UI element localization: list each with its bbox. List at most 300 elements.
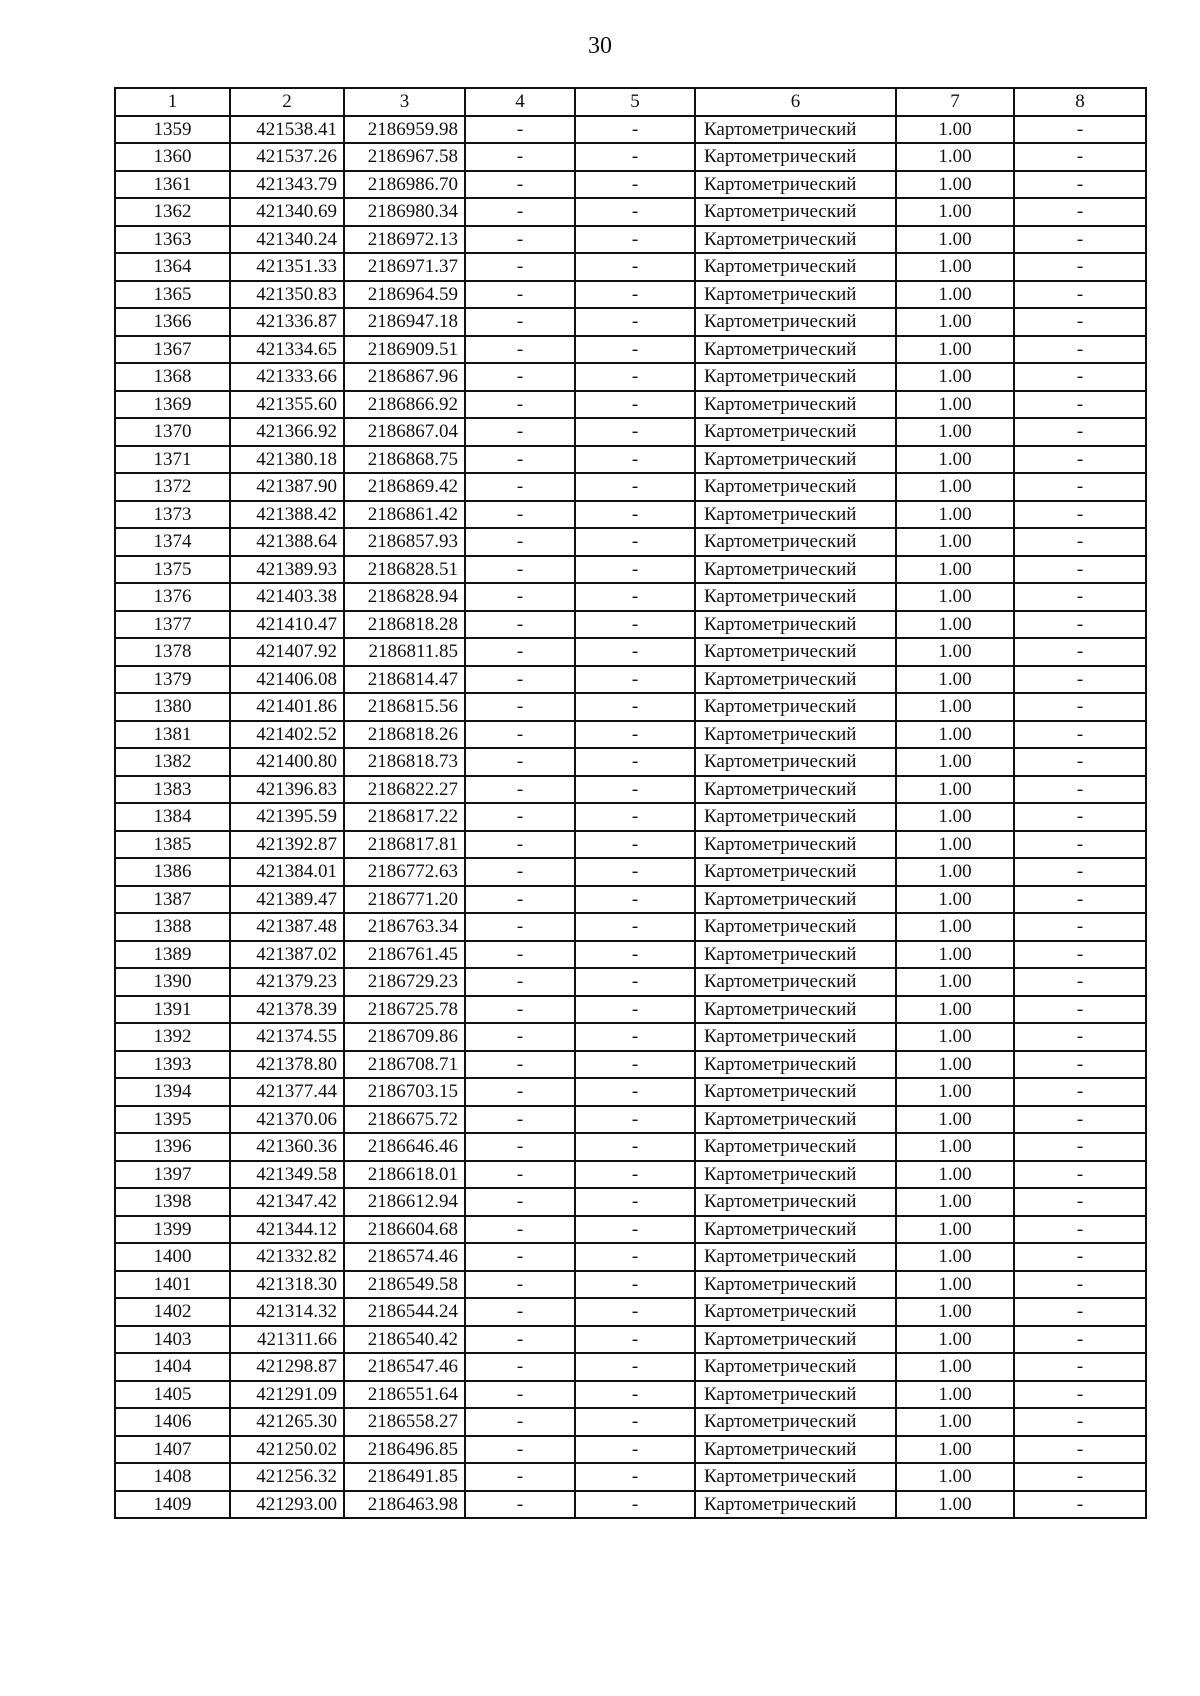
- point-number-cell: 1399: [115, 1216, 230, 1244]
- col-5-value-cell: -: [575, 1271, 695, 1299]
- accuracy-cell: 1.00: [896, 638, 1014, 666]
- col-8-value-cell: -: [1014, 528, 1146, 556]
- x-coordinate-cell: 421380.18: [230, 446, 344, 474]
- col-4-value-cell: -: [465, 996, 575, 1024]
- x-coordinate-cell: 421400.80: [230, 748, 344, 776]
- table-row: [115, 638, 1146, 666]
- col-4-value-cell: -: [465, 1051, 575, 1079]
- y-coordinate-cell: 2186646.46: [344, 1133, 465, 1161]
- method-cell: Картометрический: [695, 116, 896, 144]
- col-5-value-cell: -: [575, 116, 695, 144]
- x-coordinate-cell: 421265.30: [230, 1408, 344, 1436]
- method-cell: Картометрический: [695, 1161, 896, 1189]
- table-row: [115, 528, 1146, 556]
- accuracy-cell: 1.00: [896, 858, 1014, 886]
- y-coordinate-cell: 2186551.64: [344, 1381, 465, 1409]
- column-header-4: 4: [465, 88, 575, 116]
- col-4-value-cell: -: [465, 583, 575, 611]
- col-8-value-cell: -: [1014, 1133, 1146, 1161]
- method-cell: Картометрический: [695, 143, 896, 171]
- col-4-value-cell: -: [465, 666, 575, 694]
- accuracy-cell: 1.00: [896, 446, 1014, 474]
- x-coordinate-cell: 421291.09: [230, 1381, 344, 1409]
- method-cell: Картометрический: [695, 693, 896, 721]
- table-row: [115, 1298, 1146, 1326]
- method-cell: Картометрический: [695, 363, 896, 391]
- column-header-7: 7: [896, 88, 1014, 116]
- point-number-cell: 1363: [115, 226, 230, 254]
- accuracy-cell: 1.00: [896, 1243, 1014, 1271]
- method-cell: Картометрический: [695, 1463, 896, 1491]
- col-5-value-cell: -: [575, 171, 695, 199]
- table-row: [115, 693, 1146, 721]
- table-row: [115, 831, 1146, 859]
- col-5-value-cell: -: [575, 198, 695, 226]
- accuracy-cell: 1.00: [896, 1353, 1014, 1381]
- point-number-cell: 1389: [115, 941, 230, 969]
- accuracy-cell: 1.00: [896, 666, 1014, 694]
- col-5-value-cell: -: [575, 1353, 695, 1381]
- point-number-cell: 1407: [115, 1436, 230, 1464]
- x-coordinate-cell: 421374.55: [230, 1023, 344, 1051]
- accuracy-cell: 1.00: [896, 308, 1014, 336]
- col-4-value-cell: -: [465, 776, 575, 804]
- y-coordinate-cell: 2186980.34: [344, 198, 465, 226]
- y-coordinate-cell: 2186709.86: [344, 1023, 465, 1051]
- accuracy-cell: 1.00: [896, 1133, 1014, 1161]
- col-4-value-cell: -: [465, 611, 575, 639]
- col-4-value-cell: -: [465, 501, 575, 529]
- accuracy-cell: 1.00: [896, 418, 1014, 446]
- accuracy-cell: 1.00: [896, 116, 1014, 144]
- x-coordinate-cell: 421332.82: [230, 1243, 344, 1271]
- accuracy-cell: 1.00: [896, 693, 1014, 721]
- col-4-value-cell: -: [465, 253, 575, 281]
- col-4-value-cell: -: [465, 1161, 575, 1189]
- y-coordinate-cell: 2186967.58: [344, 143, 465, 171]
- col-4-value-cell: -: [465, 941, 575, 969]
- col-5-value-cell: -: [575, 1463, 695, 1491]
- col-5-value-cell: -: [575, 941, 695, 969]
- method-cell: Картометрический: [695, 171, 896, 199]
- table-row: [115, 418, 1146, 446]
- method-cell: Картометрический: [695, 913, 896, 941]
- x-coordinate-cell: 421370.06: [230, 1106, 344, 1134]
- y-coordinate-cell: 2186549.58: [344, 1271, 465, 1299]
- point-number-cell: 1360: [115, 143, 230, 171]
- col-5-value-cell: -: [575, 308, 695, 336]
- accuracy-cell: 1.00: [896, 1216, 1014, 1244]
- x-coordinate-cell: 421378.39: [230, 996, 344, 1024]
- method-cell: Картометрический: [695, 1106, 896, 1134]
- table-row: [115, 583, 1146, 611]
- table-row: [115, 198, 1146, 226]
- col-4-value-cell: -: [465, 143, 575, 171]
- col-8-value-cell: -: [1014, 336, 1146, 364]
- column-header-5: 5: [575, 88, 695, 116]
- table-row: [115, 1216, 1146, 1244]
- y-coordinate-cell: 2186544.24: [344, 1298, 465, 1326]
- col-4-value-cell: -: [465, 226, 575, 254]
- x-coordinate-cell: 421366.92: [230, 418, 344, 446]
- col-4-value-cell: -: [465, 1491, 575, 1519]
- col-4-value-cell: -: [465, 748, 575, 776]
- y-coordinate-cell: 2186612.94: [344, 1188, 465, 1216]
- col-5-value-cell: -: [575, 226, 695, 254]
- x-coordinate-cell: 421314.32: [230, 1298, 344, 1326]
- accuracy-cell: 1.00: [896, 473, 1014, 501]
- col-8-value-cell: -: [1014, 1491, 1146, 1519]
- x-coordinate-cell: 421378.80: [230, 1051, 344, 1079]
- y-coordinate-cell: 2186971.37: [344, 253, 465, 281]
- method-cell: Картометрический: [695, 1326, 896, 1354]
- point-number-cell: 1372: [115, 473, 230, 501]
- accuracy-cell: 1.00: [896, 528, 1014, 556]
- col-5-value-cell: -: [575, 968, 695, 996]
- table-row: [115, 446, 1146, 474]
- table-row: [115, 391, 1146, 419]
- y-coordinate-cell: 2186857.93: [344, 528, 465, 556]
- x-coordinate-cell: 421349.58: [230, 1161, 344, 1189]
- col-5-value-cell: -: [575, 446, 695, 474]
- col-4-value-cell: -: [465, 556, 575, 584]
- y-coordinate-cell: 2186708.71: [344, 1051, 465, 1079]
- col-4-value-cell: -: [465, 1243, 575, 1271]
- col-4-value-cell: -: [465, 693, 575, 721]
- table-row: [115, 1051, 1146, 1079]
- point-number-cell: 1398: [115, 1188, 230, 1216]
- col-8-value-cell: -: [1014, 721, 1146, 749]
- point-number-cell: 1362: [115, 198, 230, 226]
- point-number-cell: 1364: [115, 253, 230, 281]
- point-number-cell: 1371: [115, 446, 230, 474]
- col-4-value-cell: -: [465, 1216, 575, 1244]
- point-number-cell: 1400: [115, 1243, 230, 1271]
- col-4-value-cell: -: [465, 391, 575, 419]
- point-number-cell: 1383: [115, 776, 230, 804]
- table-row: [115, 1353, 1146, 1381]
- col-8-value-cell: -: [1014, 1078, 1146, 1106]
- col-8-value-cell: -: [1014, 1188, 1146, 1216]
- col-4-value-cell: -: [465, 1381, 575, 1409]
- method-cell: Картометрический: [695, 1491, 896, 1519]
- accuracy-cell: 1.00: [896, 253, 1014, 281]
- x-coordinate-cell: 421351.33: [230, 253, 344, 281]
- x-coordinate-cell: 421538.41: [230, 116, 344, 144]
- point-number-cell: 1405: [115, 1381, 230, 1409]
- col-8-value-cell: -: [1014, 1243, 1146, 1271]
- col-8-value-cell: -: [1014, 116, 1146, 144]
- accuracy-cell: 1.00: [896, 831, 1014, 859]
- y-coordinate-cell: 2186815.56: [344, 693, 465, 721]
- table-row: [115, 556, 1146, 584]
- col-4-value-cell: -: [465, 1188, 575, 1216]
- y-coordinate-cell: 2186491.85: [344, 1463, 465, 1491]
- method-cell: Картометрический: [695, 1271, 896, 1299]
- method-cell: Картометрический: [695, 1051, 896, 1079]
- y-coordinate-cell: 2186540.42: [344, 1326, 465, 1354]
- x-coordinate-cell: 421389.93: [230, 556, 344, 584]
- col-5-value-cell: -: [575, 556, 695, 584]
- col-5-value-cell: -: [575, 666, 695, 694]
- col-8-value-cell: -: [1014, 748, 1146, 776]
- x-coordinate-cell: 421336.87: [230, 308, 344, 336]
- col-5-value-cell: -: [575, 611, 695, 639]
- y-coordinate-cell: 2186703.15: [344, 1078, 465, 1106]
- method-cell: Картометрический: [695, 611, 896, 639]
- col-4-value-cell: -: [465, 858, 575, 886]
- y-coordinate-cell: 2186818.26: [344, 721, 465, 749]
- point-number-cell: 1384: [115, 803, 230, 831]
- table-row: [115, 968, 1146, 996]
- col-5-value-cell: -: [575, 913, 695, 941]
- col-4-value-cell: -: [465, 721, 575, 749]
- table-row: [115, 941, 1146, 969]
- y-coordinate-cell: 2186772.63: [344, 858, 465, 886]
- y-coordinate-cell: 2186861.42: [344, 501, 465, 529]
- accuracy-cell: 1.00: [896, 1436, 1014, 1464]
- accuracy-cell: 1.00: [896, 281, 1014, 309]
- accuracy-cell: 1.00: [896, 776, 1014, 804]
- col-8-value-cell: -: [1014, 226, 1146, 254]
- point-number-cell: 1370: [115, 418, 230, 446]
- accuracy-cell: 1.00: [896, 226, 1014, 254]
- col-4-value-cell: -: [465, 638, 575, 666]
- x-coordinate-cell: 421387.90: [230, 473, 344, 501]
- col-8-value-cell: -: [1014, 1436, 1146, 1464]
- x-coordinate-cell: 421343.79: [230, 171, 344, 199]
- accuracy-cell: 1.00: [896, 1161, 1014, 1189]
- col-4-value-cell: -: [465, 1408, 575, 1436]
- col-8-value-cell: -: [1014, 968, 1146, 996]
- y-coordinate-cell: 2186959.98: [344, 116, 465, 144]
- table-row: [115, 281, 1146, 309]
- x-coordinate-cell: 421377.44: [230, 1078, 344, 1106]
- col-8-value-cell: -: [1014, 1023, 1146, 1051]
- column-header-8: 8: [1014, 88, 1146, 116]
- accuracy-cell: 1.00: [896, 803, 1014, 831]
- table-row: [115, 226, 1146, 254]
- table-row: [115, 748, 1146, 776]
- point-number-cell: 1408: [115, 1463, 230, 1491]
- accuracy-cell: 1.00: [896, 556, 1014, 584]
- x-coordinate-cell: 421410.47: [230, 611, 344, 639]
- col-8-value-cell: -: [1014, 253, 1146, 281]
- col-8-value-cell: -: [1014, 1353, 1146, 1381]
- method-cell: Картометрический: [695, 308, 896, 336]
- method-cell: Картометрический: [695, 391, 896, 419]
- col-4-value-cell: -: [465, 336, 575, 364]
- col-8-value-cell: -: [1014, 198, 1146, 226]
- point-number-cell: 1377: [115, 611, 230, 639]
- column-header-3: 3: [344, 88, 465, 116]
- point-number-cell: 1374: [115, 528, 230, 556]
- y-coordinate-cell: 2186817.81: [344, 831, 465, 859]
- col-4-value-cell: -: [465, 473, 575, 501]
- y-coordinate-cell: 2186828.94: [344, 583, 465, 611]
- y-coordinate-cell: 2186866.92: [344, 391, 465, 419]
- point-number-cell: 1359: [115, 116, 230, 144]
- point-number-cell: 1378: [115, 638, 230, 666]
- method-cell: Картометрический: [695, 528, 896, 556]
- point-number-cell: 1380: [115, 693, 230, 721]
- method-cell: Картометрический: [695, 1243, 896, 1271]
- table-row: [115, 1188, 1146, 1216]
- accuracy-cell: 1.00: [896, 1188, 1014, 1216]
- table-row: [115, 473, 1146, 501]
- accuracy-cell: 1.00: [896, 611, 1014, 639]
- table-body: [115, 116, 1146, 1519]
- method-cell: Картометрический: [695, 1408, 896, 1436]
- col-5-value-cell: -: [575, 1408, 695, 1436]
- method-cell: Картометрический: [695, 803, 896, 831]
- col-4-value-cell: -: [465, 1326, 575, 1354]
- y-coordinate-cell: 2186463.98: [344, 1491, 465, 1519]
- col-8-value-cell: -: [1014, 1326, 1146, 1354]
- y-coordinate-cell: 2186867.96: [344, 363, 465, 391]
- method-cell: Картометрический: [695, 831, 896, 859]
- x-coordinate-cell: 421395.59: [230, 803, 344, 831]
- col-4-value-cell: -: [465, 1106, 575, 1134]
- col-8-value-cell: -: [1014, 281, 1146, 309]
- col-5-value-cell: -: [575, 1161, 695, 1189]
- col-5-value-cell: -: [575, 693, 695, 721]
- x-coordinate-cell: 421344.12: [230, 1216, 344, 1244]
- x-coordinate-cell: 421340.24: [230, 226, 344, 254]
- table-row: [115, 143, 1146, 171]
- col-8-value-cell: -: [1014, 556, 1146, 584]
- accuracy-cell: 1.00: [896, 1326, 1014, 1354]
- point-number-cell: 1366: [115, 308, 230, 336]
- col-8-value-cell: -: [1014, 473, 1146, 501]
- table-row: [115, 1133, 1146, 1161]
- coordinates-table: [114, 87, 1147, 1519]
- point-number-cell: 1361: [115, 171, 230, 199]
- y-coordinate-cell: 2186771.20: [344, 886, 465, 914]
- col-4-value-cell: -: [465, 1133, 575, 1161]
- x-coordinate-cell: 421537.26: [230, 143, 344, 171]
- method-cell: Картометрический: [695, 748, 896, 776]
- table-row: [115, 1463, 1146, 1491]
- y-coordinate-cell: 2186868.75: [344, 446, 465, 474]
- point-number-cell: 1382: [115, 748, 230, 776]
- x-coordinate-cell: 421350.83: [230, 281, 344, 309]
- point-number-cell: 1381: [115, 721, 230, 749]
- table-row: [115, 1023, 1146, 1051]
- x-coordinate-cell: 421392.87: [230, 831, 344, 859]
- col-8-value-cell: -: [1014, 1463, 1146, 1491]
- accuracy-cell: 1.00: [896, 1023, 1014, 1051]
- col-5-value-cell: -: [575, 473, 695, 501]
- method-cell: Картометрический: [695, 1298, 896, 1326]
- x-coordinate-cell: 421379.23: [230, 968, 344, 996]
- col-4-value-cell: -: [465, 1353, 575, 1381]
- y-coordinate-cell: 2186675.72: [344, 1106, 465, 1134]
- y-coordinate-cell: 2186814.47: [344, 666, 465, 694]
- x-coordinate-cell: 421388.64: [230, 528, 344, 556]
- y-coordinate-cell: 2186496.85: [344, 1436, 465, 1464]
- col-4-value-cell: -: [465, 308, 575, 336]
- table-row: [115, 803, 1146, 831]
- point-number-cell: 1365: [115, 281, 230, 309]
- col-8-value-cell: -: [1014, 1161, 1146, 1189]
- method-cell: Картометрический: [695, 226, 896, 254]
- col-8-value-cell: -: [1014, 666, 1146, 694]
- column-header-6: 6: [695, 88, 896, 116]
- col-8-value-cell: -: [1014, 611, 1146, 639]
- method-cell: Картометрический: [695, 556, 896, 584]
- method-cell: Картометрический: [695, 473, 896, 501]
- col-8-value-cell: -: [1014, 501, 1146, 529]
- col-4-value-cell: -: [465, 1023, 575, 1051]
- col-4-value-cell: -: [465, 1436, 575, 1464]
- col-8-value-cell: -: [1014, 831, 1146, 859]
- col-5-value-cell: -: [575, 803, 695, 831]
- col-5-value-cell: -: [575, 1188, 695, 1216]
- col-5-value-cell: -: [575, 831, 695, 859]
- y-coordinate-cell: 2186618.01: [344, 1161, 465, 1189]
- col-8-value-cell: -: [1014, 996, 1146, 1024]
- accuracy-cell: 1.00: [896, 721, 1014, 749]
- col-5-value-cell: -: [575, 886, 695, 914]
- accuracy-cell: 1.00: [896, 1381, 1014, 1409]
- col-5-value-cell: -: [575, 776, 695, 804]
- col-8-value-cell: -: [1014, 1106, 1146, 1134]
- y-coordinate-cell: 2186729.23: [344, 968, 465, 996]
- point-number-cell: 1379: [115, 666, 230, 694]
- x-coordinate-cell: 421396.83: [230, 776, 344, 804]
- col-8-value-cell: -: [1014, 583, 1146, 611]
- y-coordinate-cell: 2186867.04: [344, 418, 465, 446]
- x-coordinate-cell: 421355.60: [230, 391, 344, 419]
- method-cell: Картометрический: [695, 446, 896, 474]
- x-coordinate-cell: 421298.87: [230, 1353, 344, 1381]
- col-5-value-cell: -: [575, 253, 695, 281]
- table-row: [115, 611, 1146, 639]
- col-5-value-cell: -: [575, 638, 695, 666]
- x-coordinate-cell: 421293.00: [230, 1491, 344, 1519]
- accuracy-cell: 1.00: [896, 501, 1014, 529]
- col-8-value-cell: -: [1014, 803, 1146, 831]
- col-5-value-cell: -: [575, 996, 695, 1024]
- x-coordinate-cell: 421384.01: [230, 858, 344, 886]
- col-8-value-cell: -: [1014, 418, 1146, 446]
- point-number-cell: 1388: [115, 913, 230, 941]
- col-8-value-cell: -: [1014, 143, 1146, 171]
- col-5-value-cell: -: [575, 1216, 695, 1244]
- col-4-value-cell: -: [465, 1078, 575, 1106]
- point-number-cell: 1406: [115, 1408, 230, 1436]
- accuracy-cell: 1.00: [896, 1463, 1014, 1491]
- col-8-value-cell: -: [1014, 1381, 1146, 1409]
- y-coordinate-cell: 2186869.42: [344, 473, 465, 501]
- accuracy-cell: 1.00: [896, 1078, 1014, 1106]
- column-header-1: 1: [115, 88, 230, 116]
- y-coordinate-cell: 2186822.27: [344, 776, 465, 804]
- accuracy-cell: 1.00: [896, 941, 1014, 969]
- col-4-value-cell: -: [465, 1271, 575, 1299]
- table-row: [115, 253, 1146, 281]
- col-8-value-cell: -: [1014, 638, 1146, 666]
- col-5-value-cell: -: [575, 336, 695, 364]
- x-coordinate-cell: 421389.47: [230, 886, 344, 914]
- accuracy-cell: 1.00: [896, 336, 1014, 364]
- accuracy-cell: 1.00: [896, 996, 1014, 1024]
- accuracy-cell: 1.00: [896, 363, 1014, 391]
- method-cell: Картометрический: [695, 886, 896, 914]
- y-coordinate-cell: 2186604.68: [344, 1216, 465, 1244]
- table-row: [115, 1381, 1146, 1409]
